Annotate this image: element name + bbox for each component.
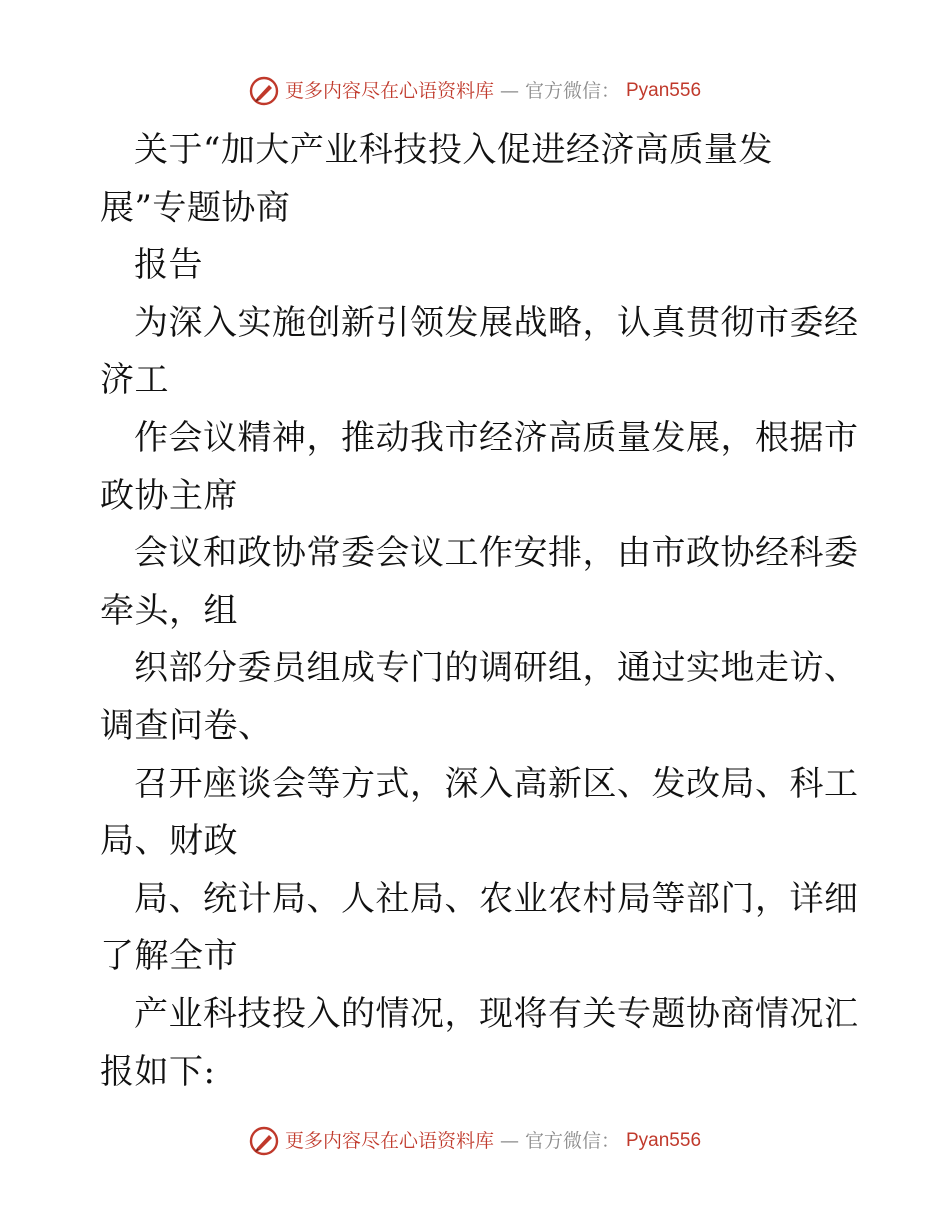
watermark-wechat-id: Pyan556 — [626, 80, 702, 101]
text-line: 关于“加大产业科技投入促进经济高质量发 — [134, 130, 773, 170]
text-line: 局、财政 — [100, 821, 238, 862]
text-line: 织部分委员组成专门的调研组，通过实地走访、 — [134, 648, 859, 689]
document-body — [100, 122, 860, 1101]
text-line: 了解全市 — [100, 936, 238, 977]
watermark-wechat-label: 官方微信： — [524, 80, 620, 102]
text-line: 济工 — [100, 360, 169, 401]
watermark-wechat-label: 官方微信： — [524, 1130, 620, 1152]
text-line: 报告 — [134, 245, 203, 286]
watermark-separator: — — [499, 1130, 519, 1152]
text-line: 牵头，组 — [100, 590, 238, 631]
watermark-separator: — — [499, 80, 519, 102]
text-line: 报如下: — [100, 1051, 216, 1092]
text-line: 产业科技投入的情况，现将有关专题协商情况汇 — [134, 993, 859, 1034]
text-line: 局、统计局、人社局、农业农村局等部门，详细 — [134, 878, 859, 919]
footer-watermark — [0, 1126, 950, 1156]
text-line: 召开座谈会等方式，深入高新区、发改局、科工 — [134, 763, 859, 804]
text-line: 作会议精神，推动我市经济高质量发展，根据市 — [134, 417, 859, 458]
text-line: 调查问卷、 — [100, 705, 273, 746]
text-line: 会议和政协常委会议工作安排，由市政协经科委 — [134, 533, 859, 574]
watermark-main-text: 更多内容尽在心语资料库 — [284, 80, 494, 102]
text-line: 为深入实施创新引领发展战略，认真贯彻市委经 — [134, 302, 859, 343]
pen-logo-icon — [249, 1126, 279, 1156]
pen-logo-icon — [249, 76, 279, 106]
watermark-main-text: 更多内容尽在心语资料库 — [284, 1130, 494, 1152]
text-line: 政协主席 — [100, 475, 238, 516]
header-watermark — [0, 76, 950, 106]
text-line: 展”专题协商 — [100, 187, 291, 228]
watermark-wechat-id: Pyan556 — [626, 1130, 702, 1151]
